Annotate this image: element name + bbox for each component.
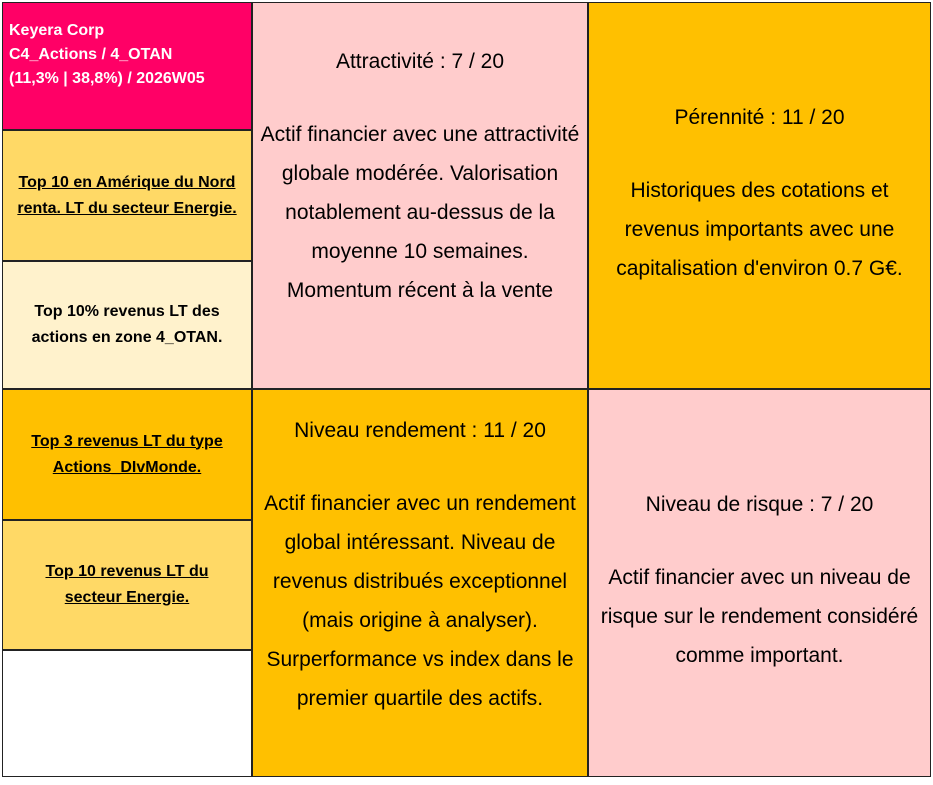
table-bottom-margin: [0, 777, 933, 785]
rendement-title: Niveau rendement : 11 / 20: [294, 419, 546, 442]
asset-category: C4_Actions / 4_OTAN: [9, 46, 173, 63]
perennite-title: Pérennité : 11 / 20: [674, 105, 845, 129]
risque-cell: [588, 389, 931, 777]
company-name: Keyera Corp: [9, 22, 105, 39]
rank-text-3: Top 3 revenus LT du type Actions_DIvMonde.: [31, 432, 223, 476]
rank-cell-4: [2, 520, 252, 650]
rank-cell-2: [2, 261, 252, 389]
asset-stats: (11,3% | 38,8%) / 2026W05: [9, 70, 205, 87]
perennite-body: Historiques des cotations et revenus importants avec une capitalisation d'environ 0.7 G€.: [616, 178, 903, 280]
rank-text-1: Top 10 en Amérique du Nord renta. LT du secteur Energie.: [17, 173, 237, 217]
rendement-body: Actif financier avec un rendement global intéressant. Niveau de revenus distribués exceptionnel (mais origine à analyser). Surperformance vs index dans le premier quartile des actifs.: [264, 492, 576, 710]
rank-cell-3: [2, 389, 252, 520]
risque-title: Niveau de risque : 7 / 20: [645, 493, 874, 516]
rank-cell-1: [2, 130, 252, 261]
attractivite-title: Attractivité : 7 / 20: [335, 50, 505, 73]
perennite-cell: [588, 2, 931, 389]
risque-body: Actif financier avec un niveau de risque sur le rendement considéré comme important.: [600, 566, 919, 667]
attractivite-body: Actif financier avec une attractivité globale modérée. Valorisation notablement au-dessus de la moyenne 10 semaines. Momentum récent à la vente: [260, 123, 580, 302]
asset-header: [2, 2, 252, 130]
empty-cell: [2, 650, 252, 777]
attractivite-cell: [252, 2, 588, 389]
rendement-cell: [252, 389, 588, 777]
rank-text-4: Top 10 revenus LT du secteur Energie.: [45, 563, 209, 606]
rank-text-2: Top 10% revenus LT des actions en zone 4_OTAN.: [31, 303, 223, 346]
